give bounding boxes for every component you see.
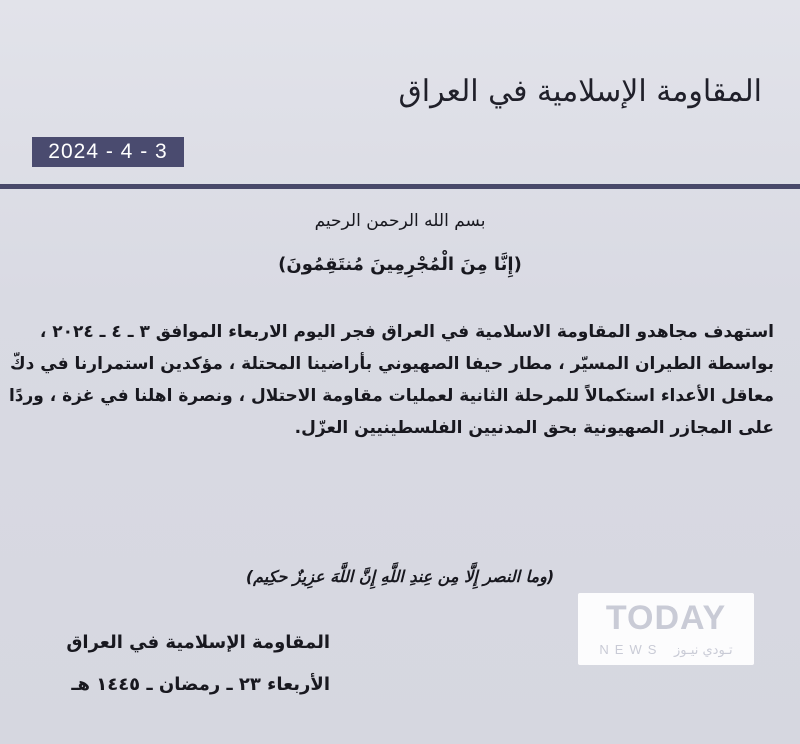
signature-date: الأربعاء ٢٣ ـ رمضان ـ ١٤٤٥ هـ (71, 674, 330, 695)
watermark-arabic: تـودي نيـوز (674, 643, 733, 658)
watermark-news: NEWS (599, 642, 663, 657)
watermark-brand: TODAY (605, 599, 727, 637)
today-news-watermark (578, 593, 754, 665)
body-line-4: على المجازر الصهيونية بحق المدنيين الفلسطينيين العزّل. (294, 418, 774, 438)
body-line-1: استهدف مجاهدو المقاومة الاسلامية في العراق فجر اليوم الاربعاء الموافق ٣ ـ ٤ ـ ٢٠٢٤ ، (39, 322, 774, 342)
basmala: بسم الله الرحمن الرحيم (314, 211, 486, 231)
header-divider (0, 184, 800, 189)
date-badge: 2024 - 4 - 3 (32, 137, 184, 167)
signature-org: المقاومة الإسلامية في العراق (66, 632, 330, 653)
body-line-2: بواسطة الطيران المسيّر ، مطار حيفا الصهيوني بأراضينا المحتلة ، مؤكدين استمرارنا في دكّ (10, 354, 774, 374)
statement-body (8, 316, 774, 444)
watermark-subtitle (578, 642, 754, 659)
closing-verse: (وما النصر إِلَّا مِن عِندِ اللَّهِ إِنَّ اللَّهَ عزِيزٌ حكِيم) (245, 567, 555, 586)
body-line-3: معاقل الأعداء استكمالاً للمرحلة الثانية لعمليات مقاومة الاحتلال ، ونصرة اهلنا في غزة ، وردًا (8, 386, 774, 406)
org-title-logo: المقاومة الإسلامية في العراق (398, 74, 762, 109)
opening-verse: (إِنَّا مِنَ الْمُجْرِمِينَ مُنتَقِمُونَ) (278, 254, 522, 275)
signature-block (30, 622, 330, 706)
